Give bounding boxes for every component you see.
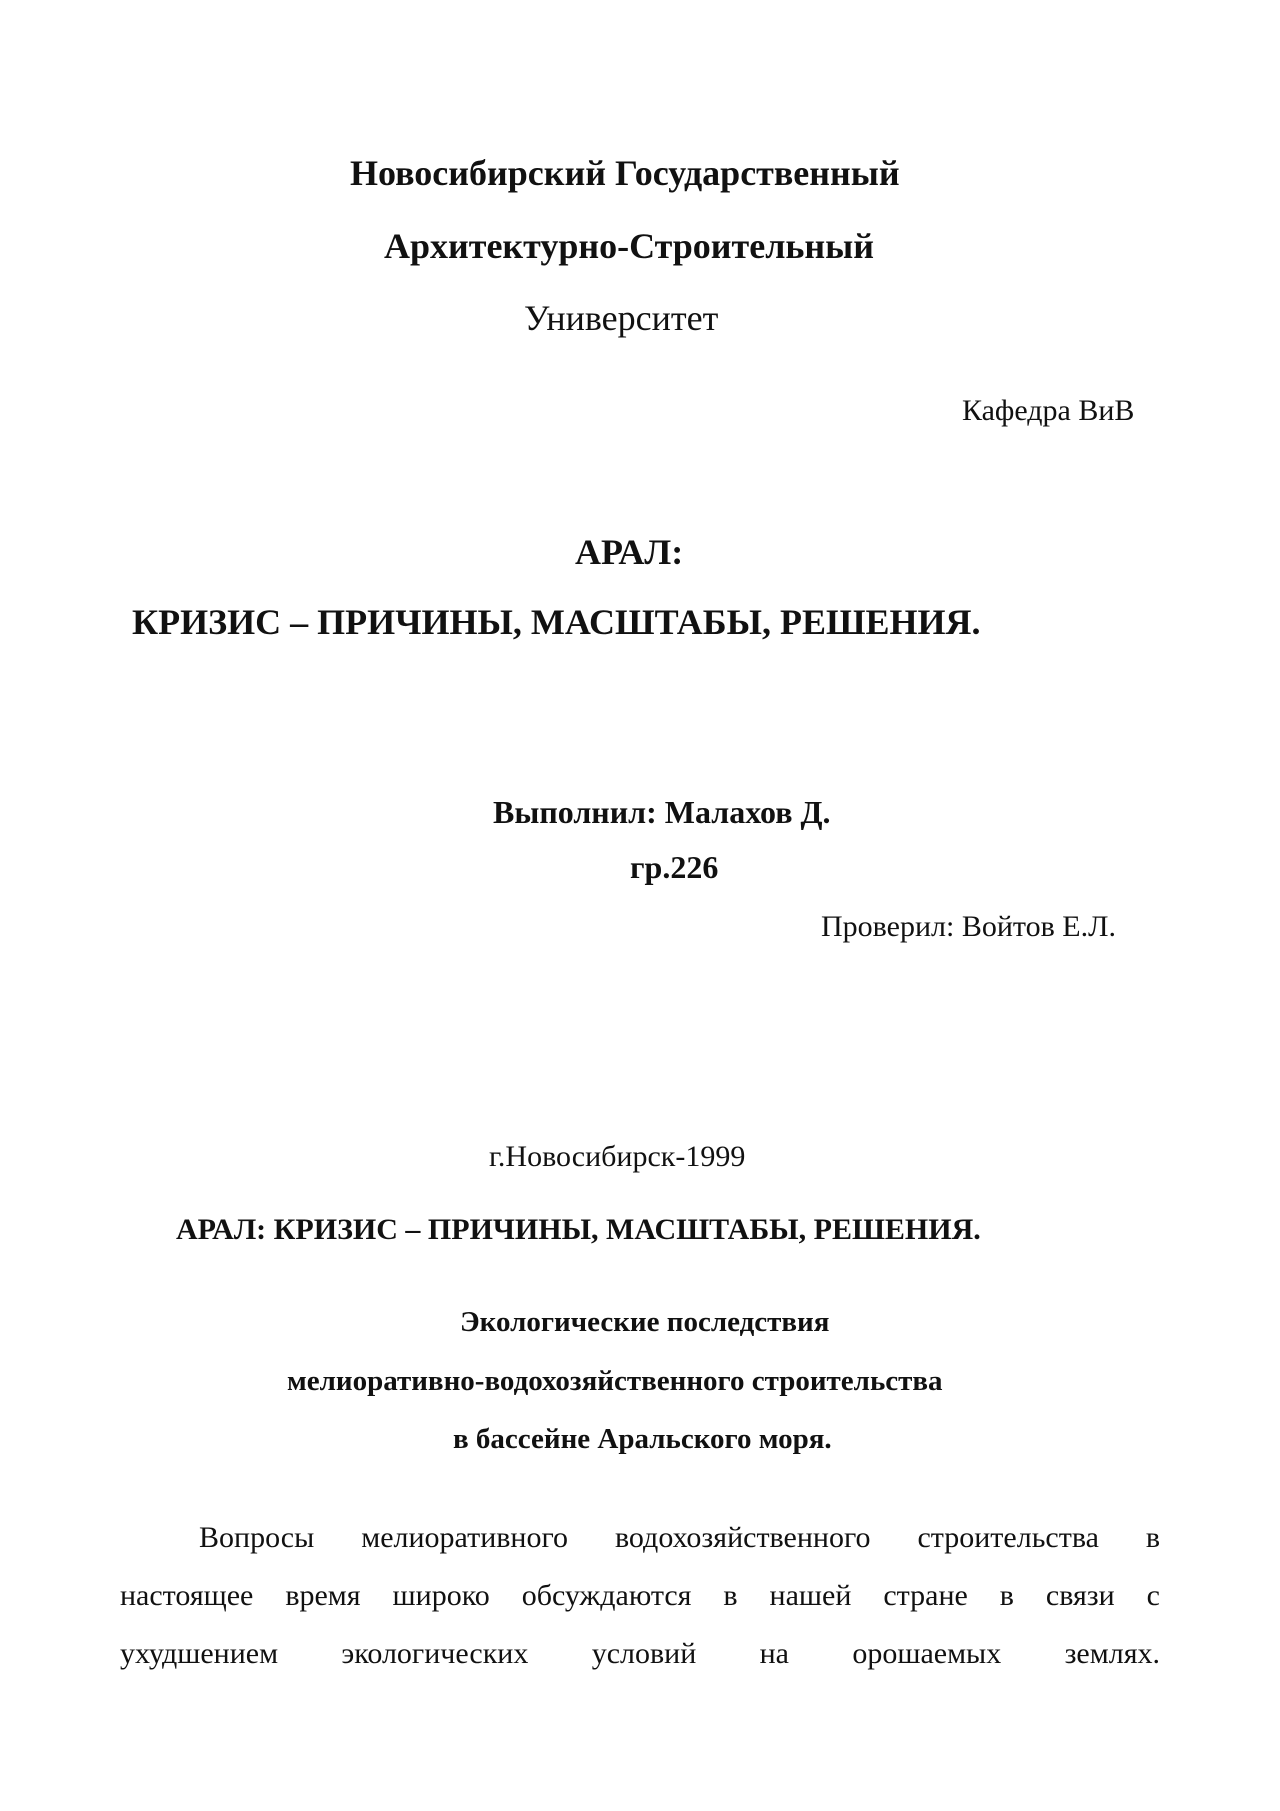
group-label: гр.226 bbox=[630, 849, 719, 885]
subheading-line-3: в бассейне Аральского моря. bbox=[453, 1423, 832, 1455]
paragraph-line: ухудшением экологических условий на орошаемых землях. bbox=[120, 1637, 1160, 1670]
subheading-line-1: Экологические последствия bbox=[460, 1306, 830, 1338]
university-name-line-2: Архитектурно-Строительный bbox=[384, 226, 875, 266]
paragraph-line: Вопросы мелиоративного водохозяйственного строительства в bbox=[199, 1521, 1160, 1554]
university-name-line-1: Новосибирский Государственный bbox=[350, 153, 900, 193]
city-year-label: г.Новосибирск-1999 bbox=[489, 1140, 746, 1173]
work-title-line-1: АРАЛ: bbox=[575, 532, 684, 572]
department-label: Кафедра ВиВ bbox=[962, 394, 1135, 427]
subheading-line-2: мелиоративно-водохозяйственного строительства bbox=[287, 1365, 943, 1397]
body-paragraph bbox=[120, 1509, 1160, 1683]
paragraph-line: настоящее время широко обсуждаются в нашей стране в связи с bbox=[120, 1579, 1160, 1612]
checked-by-label: Проверил: Войтов Е.Л. bbox=[821, 910, 1116, 943]
work-title-line-2: КРИЗИС – ПРИЧИНЫ, МАСШТАБЫ, РЕШЕНИЯ. bbox=[132, 602, 981, 642]
author-label: Выполнил: Малахов Д. bbox=[493, 794, 831, 830]
section-heading: АРАЛ: КРИЗИС – ПРИЧИНЫ, МАСШТАБЫ, РЕШЕНИЯ. bbox=[176, 1213, 981, 1246]
university-name-line-3: Университет bbox=[524, 298, 719, 338]
